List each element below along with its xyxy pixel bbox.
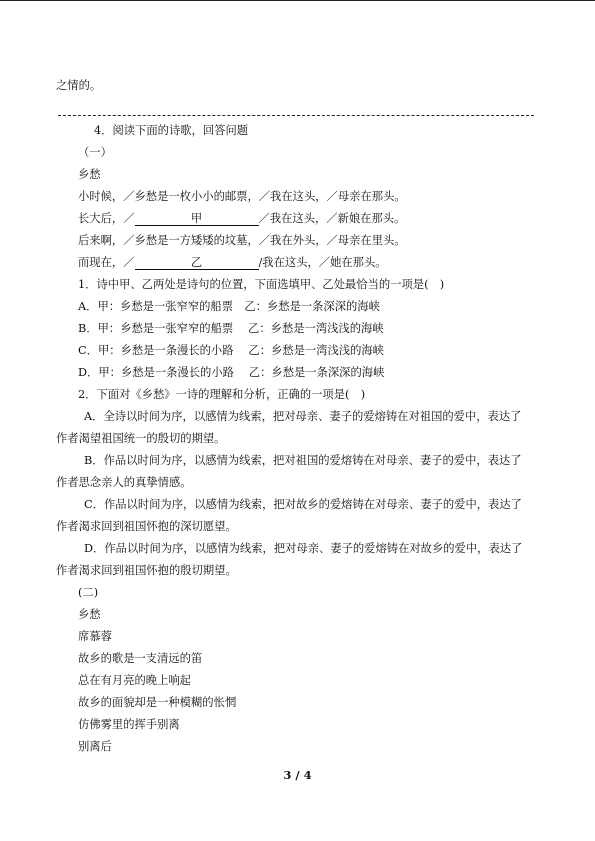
q2-option-c-line2: 作者渴求回到祖国怀抱的深切愿望。 (56, 520, 237, 533)
q2-option-a-line2: 作者渴望祖国统一的殷切的期望。 (56, 432, 226, 445)
poem2-line-1: 故乡的歌是一支清远的笛 (78, 652, 203, 665)
poem2-line-3: 故乡的面貌却是一种模糊的怅惘 (78, 696, 237, 709)
section-2-label: (二) (78, 586, 99, 599)
intro-tail: 之情的。 (56, 79, 102, 92)
q1-option-a: A．甲：乡愁是一张窄窄的船票 乙：乡愁是一条深深的海峡 (78, 300, 380, 313)
blank-yi: 乙 (135, 256, 259, 270)
q1-stem: 1．诗中甲、乙两处是诗句的位置，下面选填甲、乙处最恰当的一项是( ) (78, 278, 445, 291)
poem2-title: 乡愁 (78, 608, 101, 621)
section-1-label: （一） (78, 146, 112, 159)
q2-option-d-line1: D．作品以时间为序，以感情为线索，把对母亲、妻子的爱熔铸在对故乡的爱中，表达了 (84, 542, 523, 555)
q2-stem: 2．下面对《乡愁》一诗的理解和分析，正确的一项是( ) (78, 388, 366, 401)
poem2-line-2: 总在有月亮的晚上响起 (78, 674, 191, 687)
page-top-border (0, 0, 595, 1)
page-number: 3 / 4 (283, 768, 312, 782)
poem1-line-2 (78, 212, 405, 226)
poem1-line-2-post: ／我在这头，／新娘在那头。 (258, 212, 406, 225)
poem1-line-1: 小时候，／乡愁是一枚小小的邮票，／我在这头，／母亲在那头。 (78, 190, 406, 203)
separator-dashed-line (58, 115, 534, 116)
question-4-title: 4．阅读下面的诗歌，回答问题 (94, 124, 249, 137)
blank-jia: 甲 (135, 212, 259, 226)
q2-option-b-line2: 作者思念亲人的真挚情感。 (56, 476, 192, 489)
poem1-line-4-post: /我在这头，／她在那头。 (258, 256, 387, 269)
q2-option-c-line1: C．作品以时间为序，以感情为线索，把对故乡的爱熔铸在对母亲、妻子的爱中，表达了 (84, 498, 522, 511)
poem1-line-4 (78, 256, 387, 270)
q2-option-a-line1: A．全诗以时间为序，以感情为线索，把对母亲、妻子的爱熔铸在对祖国的爱中，表达了 (84, 410, 522, 423)
q1-option-c: C．甲：乡愁是一条漫长的小路 乙：乡愁是一湾浅浅的海峡 (78, 344, 384, 357)
poem1-line-2-pre: 长大后，／ (78, 212, 135, 225)
q2-option-d-line2: 作者渴求回到祖国怀抱的殷切期望。 (56, 564, 237, 577)
q1-option-d: D．甲：乡愁是一条漫长的小路 乙：乡愁是一条深深的海峡 (78, 366, 385, 379)
poem2-line-5: 别离后 (78, 740, 112, 753)
poem1-line-4-pre: 而现在，／ (78, 256, 135, 269)
poem2-line-4: 仿佛雾里的挥手别离 (78, 718, 180, 731)
poem2-author: 席慕蓉 (78, 630, 112, 643)
poem1-title: 乡愁 (78, 168, 101, 181)
q1-option-b: B．甲：乡愁是一张窄窄的船票 乙：乡愁是一湾浅浅的海峡 (78, 322, 384, 335)
poem1-line-3: 后来啊，／乡愁是一方矮矮的坟墓，／我在外头，／母亲在里头。 (78, 234, 406, 247)
q2-option-b-line1: B．作品以时间为序，以感情为线索，把对祖国的爱熔铸在对母亲、妻子的爱中，表达了 (84, 454, 522, 467)
